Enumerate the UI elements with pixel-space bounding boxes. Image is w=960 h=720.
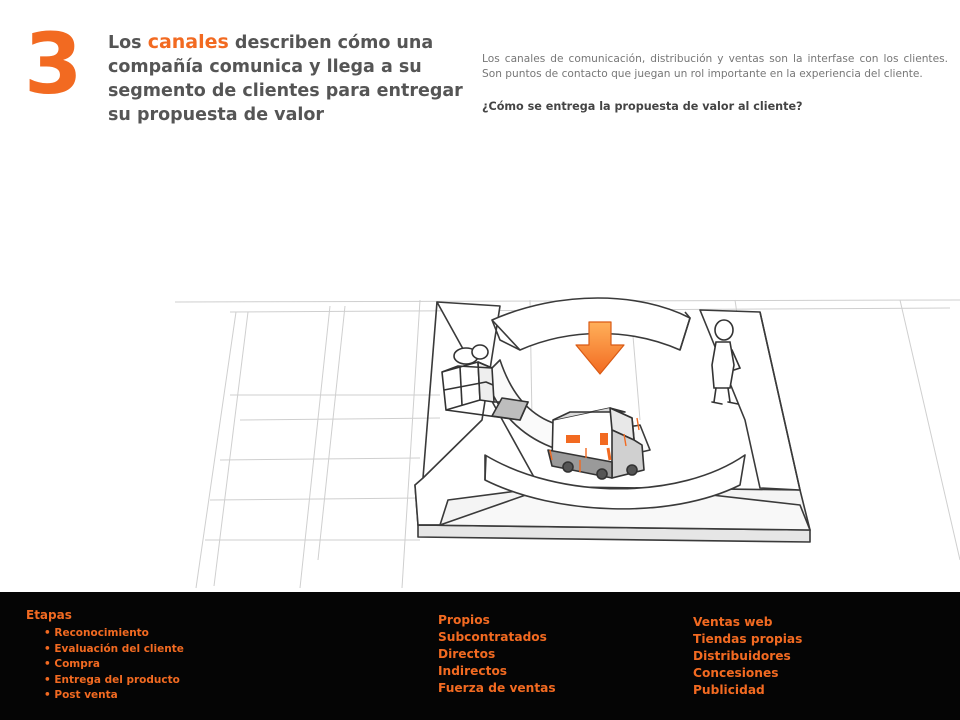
headline-prefix: Los	[108, 33, 148, 53]
list-item: Subcontratados	[438, 630, 547, 644]
list-item: Concesiones	[693, 666, 779, 680]
headline-highlight: canales	[147, 31, 229, 53]
list-item: • Post venta	[44, 688, 184, 704]
channel-types-list	[438, 612, 556, 697]
list-item: Fuerza de ventas	[438, 681, 556, 695]
list-item: • Compra	[44, 657, 184, 673]
list-item: Tiendas propias	[693, 632, 803, 646]
canvas-sketch-illustration	[0, 130, 960, 592]
list-item: Distribuidores	[693, 649, 791, 663]
key-question: ¿Cómo se entrega la propuesta de valor al cliente?	[482, 100, 803, 113]
headline-rest: describen cómo una compañía comunica y llega a su segmento de clientes para entregar su propuesta de valor	[108, 33, 463, 125]
stages-list	[44, 626, 184, 704]
list-item: • Evaluación del cliente	[44, 642, 184, 658]
list-item: Publicidad	[693, 683, 765, 697]
list-item: • Entrega del producto	[44, 673, 184, 689]
list-item: Indirectos	[438, 664, 508, 678]
list-item: • Reconocimiento	[44, 626, 184, 642]
headline	[108, 30, 468, 127]
truck-icon	[548, 408, 644, 479]
list-item: Ventas web	[693, 615, 773, 629]
stages-title: Etapas	[26, 608, 72, 622]
list-item: Propios	[438, 613, 490, 627]
channel-examples-list	[693, 614, 802, 699]
slide-number: 3	[24, 15, 81, 113]
channels-description: Los canales de comunicación, distribución y ventas son la interfase con los clientes. Son puntos de contacto que juegan un rol importante en la experiencia del cliente.	[482, 53, 948, 80]
list-item: Directos	[438, 647, 496, 661]
